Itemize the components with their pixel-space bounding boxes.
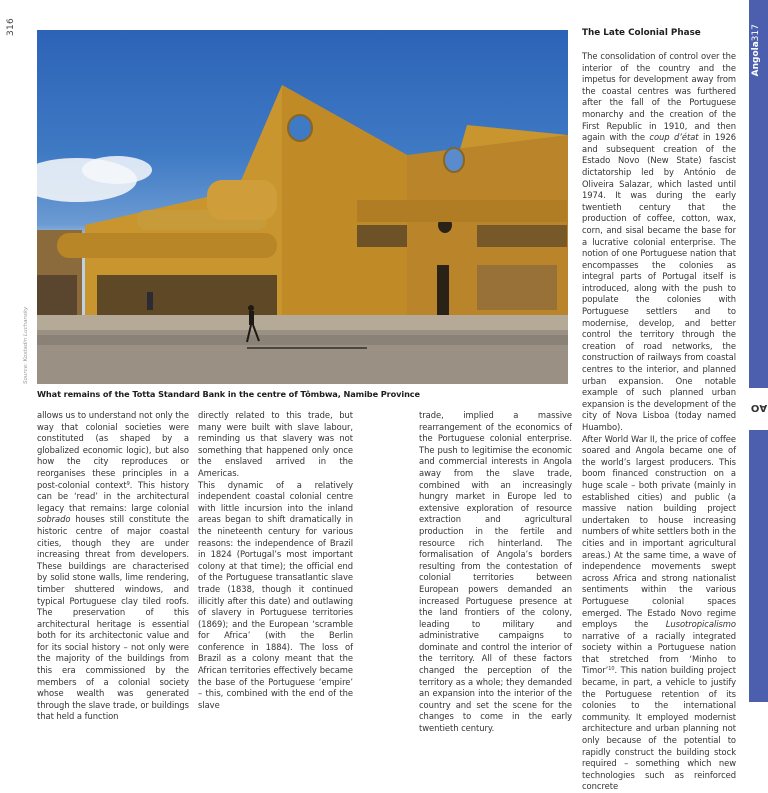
italic-term: Lusotropicalismo bbox=[665, 619, 736, 630]
chapter-tab-band-bottom bbox=[749, 430, 768, 702]
text-run: After World War II, the price of coffee soared and Angola became one of the world’s largest producers. This boom financed construction on a huge scale – both private (mainly in established cities) and public (a massive nation building project undertaken to house increasing numbers of white settlers both in the cities and in important agricultural areas.) At the same time, a wave of independence movements swept across Africa and strong nationalist sentiments within the various Portuguese colonial spaces emerged. The Estado Novo regime employs the bbox=[582, 433, 736, 630]
text-run: narrative of a racially integrated society within a Portuguese nation that stretched from ‘Minho to Timor’ bbox=[582, 630, 736, 676]
paragraph bbox=[582, 434, 736, 793]
body-column-4 bbox=[582, 51, 736, 793]
running-header-title: Angola bbox=[751, 41, 761, 77]
text-run: The consolidation of control over the interior of the country and the impetus for development away from the coastal centres was furthered after the fall of the Portuguese monarchy and the creation of the First Republic in 1910, and then again with the bbox=[582, 51, 736, 143]
text-run: . This history can be ‘read’ in the architectural legacy that remains: large colonial bbox=[37, 479, 189, 513]
body-column-3 bbox=[419, 410, 572, 735]
italic-term: coup d’état bbox=[649, 132, 699, 143]
chapter-side-tab bbox=[749, 0, 768, 702]
footnote-ref[interactable]: 10 bbox=[608, 666, 615, 673]
figure-caption: What remains of the Totta Standard Bank in the centre of Tômbwa, Namibe Province bbox=[37, 389, 421, 399]
photo-credit: Source: Kostadin Luchansky bbox=[23, 306, 29, 384]
text-run: . This nation building project became, in part, a vehicle to justify the Portuguese retention of its colonies to the international community. It employed modernist architecture and urban planning not only because of the potential to rapidly construct the building stock required – something which new technologies such as reinforced concrete bbox=[582, 665, 736, 792]
paragraph bbox=[582, 51, 736, 434]
body-column-1 bbox=[37, 410, 189, 723]
running-header bbox=[751, 24, 766, 76]
text-run: allows us to understand not only the way that colonial societies were constituted (as shaped by a globalized economic logic), but also how the city reproduces or reorganises these principles in a post-colonial context bbox=[37, 410, 189, 490]
building-photo bbox=[37, 30, 568, 384]
footnote-ref[interactable]: 9 bbox=[126, 480, 130, 487]
paragraph: This dynamic of a relatively independent coastal colonial centre with little incursion into the inland areas began to shift dramatically in the nineteenth century for various reasons: the independence of Brazil in 1824 (Portugal’s most important colony at that time); the official end of the Portuguese transatlantic slave trade (1838, though it continued illicitly after this date) and outlawing of slavery in Portuguese territories (1869); and the European ‘scramble for Africa’ (with the Berlin conference in 1884). The loss of Brazil as a colony meant that the African territories effectively became the base of the Portuguese ‘empire’ – this, combined with the end of the slave bbox=[198, 479, 353, 710]
right-page-number: 317 bbox=[751, 24, 761, 42]
paragraph bbox=[37, 410, 189, 723]
paragraph: directly related to this trade, but many were built with slave labour, reminding us that slavery was not something that happened only once the enslaved arrived in the Americas. bbox=[198, 410, 353, 478]
section-heading: The Late Colonial Phase bbox=[582, 28, 701, 38]
section-code: AO bbox=[750, 402, 768, 414]
body-column-2 bbox=[198, 410, 353, 711]
left-page-number: 316 bbox=[6, 17, 16, 37]
text-run: in 1926 and subsequent creation of the Estado Novo (New State) fascist dictatorship led by António de Oliveira Salazar, which lasted until 1974. It was during the early twentieth century that the production of coffee, cotton, wax, corn, and sisal became the base for a lucrative colonial enterprise. The notion of one Portuguese nation that encompasses the colonies as integral parts of Portugal itself is introduced, along with the push to populate the colonies with Portuguese settlers and to modernise, develop, and better control the territory through the creation of road networks, the construction of railways from coastal centres to the interior, and planned urban expansion. One notable example of such planned urban expansion is the development of the city of Nova Lisboa (today named Huambo). bbox=[582, 132, 737, 432]
text-run: houses still constitute the historic centre of major coastal cities, though they are under increasing threat from developers. These buildings are characterised by solid stone walls, lime rendering, timber shuttered windows, and typical Portuguese clay tiled roofs. The preservation of this architectural heritage is essential both for its architectonic value and for its social history – not only were the majority of the buildings from this era commissioned by the members of a colonial society whose wealth was generated through the slave trade, or buildings that held a function bbox=[37, 514, 189, 722]
photo-illustration bbox=[37, 30, 568, 384]
paragraph: trade, implied a massive rearrangement of the economics of the Portuguese colonial enterprise. The push to legitimise the economic and commercial interests in Angola away from the slave trade, combined with an increasingly hungry market in Europe led to extensive exploration of resource extraction and agricultural production in the fertile and resource rich hinterland. The formalisation of Angola’s borders resulting from the contestation of colonial territories between European powers demanded an increased Portuguese presence at the land frontiers of the colony, leading to military and administrative campaigns to dominate and control the interior of the territory. All of these factors changed the perception of the territory as a whole; they demanded an expansion into the interior of the country and set the scene for the changes to come in the early twentieth century. bbox=[419, 410, 572, 734]
italic-term: sobrado bbox=[37, 514, 71, 525]
